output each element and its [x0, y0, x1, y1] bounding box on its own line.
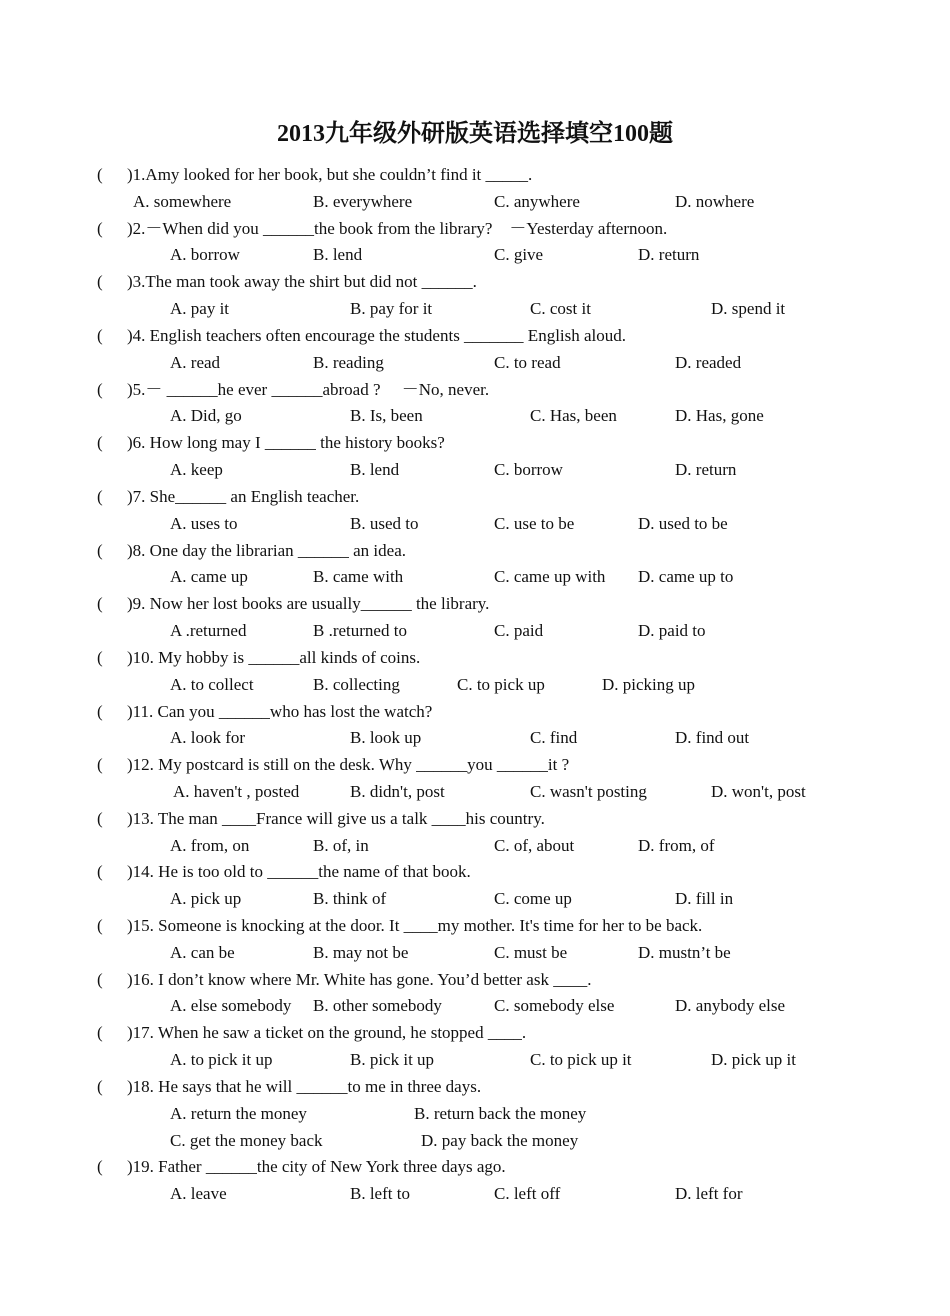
- answer-paren: (: [97, 594, 103, 613]
- option-d: D. pay back the money: [421, 1131, 579, 1150]
- option-a: A. somewhere: [133, 192, 232, 211]
- option-c: C. to read: [494, 353, 561, 372]
- option-a: A .returned: [170, 621, 247, 640]
- option-a: A. look for: [170, 728, 246, 747]
- option-c: C. use to be: [494, 514, 575, 533]
- option-d: D. readed: [675, 353, 742, 372]
- option-b: B .returned to: [313, 621, 407, 640]
- question-text: )10. My hobby is ______all kinds of coins.: [127, 648, 421, 667]
- option-d: D. paid to: [638, 621, 706, 640]
- question-stem: [0, 161, 950, 188]
- answer-paren: (: [97, 487, 103, 506]
- option-c: C. get the money back: [170, 1131, 323, 1150]
- option-row: [0, 671, 950, 698]
- answer-paren: (: [97, 165, 103, 184]
- option-b: B. collecting: [313, 675, 400, 694]
- option-d: D. from, of: [638, 836, 715, 855]
- option-row: [0, 456, 950, 483]
- question-stem: [0, 751, 950, 778]
- option-d: D. return: [638, 245, 700, 264]
- option-a: A. pick up: [170, 889, 242, 908]
- answer-paren: (: [97, 970, 103, 989]
- option-row: [0, 188, 950, 215]
- option-row: [0, 349, 950, 376]
- option-a: A. keep: [170, 460, 223, 479]
- option-row: [0, 939, 950, 966]
- option-b: B. came with: [313, 567, 404, 586]
- question-stem: [0, 537, 950, 564]
- page-title: 2013九年级外研版英语选择填空100题: [277, 121, 673, 147]
- option-d: D. won't, post: [711, 782, 806, 801]
- option-row: [0, 1180, 950, 1207]
- option-c: C. anywhere: [494, 192, 580, 211]
- option-a: A. Did, go: [170, 406, 242, 425]
- question-text: )6. How long may I ______ the history books?: [127, 433, 445, 452]
- answer-paren: (: [97, 702, 103, 721]
- option-c: C. come up: [494, 889, 572, 908]
- question-text: )14. He is too old to ______the name of that book.: [127, 862, 471, 881]
- option-b: B. pay for it: [350, 299, 433, 318]
- question-stem: [0, 268, 950, 295]
- answer-paren: (: [97, 1023, 103, 1042]
- option-b: B. other somebody: [313, 996, 442, 1015]
- option-c: C. must be: [494, 943, 568, 962]
- option-c: C. wasn't posting: [530, 782, 647, 801]
- question-stem: [0, 429, 950, 456]
- option-d: D. nowhere: [675, 192, 755, 211]
- option-b: B. may not be: [313, 943, 409, 962]
- option-a: A. haven't , posted: [173, 782, 300, 801]
- option-row: [0, 617, 950, 644]
- question-text: )17. When he saw a ticket on the ground, he stopped ____.: [127, 1023, 527, 1042]
- question-text: )19. Father ______the city of New York three days ago.: [127, 1157, 506, 1176]
- question-stem: [0, 322, 950, 349]
- option-b: B. Is, been: [350, 406, 423, 425]
- option-d: D. fill in: [675, 889, 734, 908]
- option-a: A. leave: [170, 1184, 227, 1203]
- question-stem: [0, 590, 950, 617]
- option-b: B. used to: [350, 514, 419, 533]
- option-b: B. of, in: [313, 836, 369, 855]
- option-d: D. anybody else: [675, 996, 786, 1015]
- question-text: )3.The man took away the shirt but did not ______.: [127, 272, 477, 291]
- answer-paren: (: [97, 755, 103, 774]
- option-a: A. return the money: [170, 1104, 307, 1123]
- answer-paren: (: [97, 219, 103, 238]
- question-text: )18. He says that he will ______to me in three days.: [127, 1077, 482, 1096]
- option-d: D. find out: [675, 728, 750, 747]
- question-text: )5.－ ______he ever ______abroad ? －No, never.: [127, 380, 490, 399]
- option-row: [0, 1046, 950, 1073]
- option-d: D. used to be: [638, 514, 728, 533]
- question-text: )11. Can you ______who has lost the watch?: [127, 702, 433, 721]
- option-b: B. lend: [313, 245, 363, 264]
- question-text: )1.Amy looked for her book, but she couldn’t find it _____.: [127, 165, 533, 184]
- option-a: A. read: [170, 353, 221, 372]
- option-b: B. lend: [350, 460, 400, 479]
- option-row: [0, 1127, 950, 1154]
- option-d: D. left for: [675, 1184, 743, 1203]
- question-stem: [0, 483, 950, 510]
- option-d: D. pick up it: [711, 1050, 796, 1069]
- answer-paren: (: [97, 541, 103, 560]
- option-c: C. somebody else: [494, 996, 615, 1015]
- question-text: )13. The man ____France will give us a talk ____his country.: [127, 809, 545, 828]
- question-text: )2.－When did you ______the book from the library? －Yesterday afternoon.: [127, 219, 668, 238]
- option-d: D. Has, gone: [675, 406, 764, 425]
- answer-paren: (: [97, 272, 103, 291]
- answer-paren: (: [97, 380, 103, 399]
- answer-paren: (: [97, 648, 103, 667]
- option-row: [0, 1100, 950, 1127]
- option-row: [0, 832, 950, 859]
- question-stem: [0, 215, 950, 242]
- option-a: A. uses to: [170, 514, 238, 533]
- option-c: C. paid: [494, 621, 544, 640]
- question-stem: [0, 1073, 950, 1100]
- answer-paren: (: [97, 862, 103, 881]
- question-stem: [0, 1019, 950, 1046]
- option-b: B. left to: [350, 1184, 410, 1203]
- question-stem: [0, 376, 950, 403]
- option-b: B. look up: [350, 728, 422, 747]
- option-row: [0, 402, 950, 429]
- option-b: B. return back the money: [414, 1104, 587, 1123]
- option-row: [0, 992, 950, 1019]
- answer-paren: (: [97, 433, 103, 452]
- option-b: B. pick it up: [350, 1050, 435, 1069]
- option-c: C. cost it: [530, 299, 591, 318]
- option-b: B. didn't, post: [350, 782, 445, 801]
- option-a: A. to collect: [170, 675, 254, 694]
- option-row: [0, 510, 950, 537]
- option-c: C. find: [530, 728, 578, 747]
- option-d: D. spend it: [711, 299, 786, 318]
- option-c: C. Has, been: [530, 406, 617, 425]
- answer-paren: (: [97, 916, 103, 935]
- question-text: )8. One day the librarian ______ an idea.: [127, 541, 406, 560]
- option-b: B. think of: [313, 889, 387, 908]
- option-d: D. mustn’t be: [638, 943, 731, 962]
- option-b: B. everywhere: [313, 192, 413, 211]
- question-text: )12. My postcard is still on the desk. Why ______you ______it ?: [127, 755, 570, 774]
- question-stem: [0, 1153, 950, 1180]
- question-stem: [0, 698, 950, 725]
- option-a: A. pay it: [170, 299, 230, 318]
- option-c: C. to pick up: [457, 675, 545, 694]
- option-d: D. return: [675, 460, 737, 479]
- option-a: A. else somebody: [170, 996, 292, 1015]
- option-a: A. to pick it up: [170, 1050, 273, 1069]
- option-c: C. left off: [494, 1184, 561, 1203]
- answer-paren: (: [97, 1077, 103, 1096]
- option-c: C. of, about: [494, 836, 575, 855]
- option-a: A. can be: [170, 943, 235, 962]
- option-row: [0, 885, 950, 912]
- option-row: [0, 563, 950, 590]
- option-d: D. came up to: [638, 567, 734, 586]
- question-stem: [0, 644, 950, 671]
- option-row: [0, 724, 950, 751]
- option-d: D. picking up: [602, 675, 696, 694]
- question-stem: [0, 858, 950, 885]
- question-text: )16. I don’t know where Mr. White has gone. You’d better ask ____.: [127, 970, 592, 989]
- option-row: [0, 778, 950, 805]
- option-b: B. reading: [313, 353, 384, 372]
- option-c: C. give: [494, 245, 544, 264]
- option-a: A. from, on: [170, 836, 250, 855]
- option-row: [0, 241, 950, 268]
- question-stem: [0, 805, 950, 832]
- answer-paren: (: [97, 809, 103, 828]
- option-c: C. to pick up it: [530, 1050, 632, 1069]
- option-c: C. borrow: [494, 460, 563, 479]
- question-text: )9. Now her lost books are usually______ the library.: [127, 594, 490, 613]
- option-c: C. came up with: [494, 567, 606, 586]
- question-stem: [0, 966, 950, 993]
- answer-paren: (: [97, 1157, 103, 1176]
- question-text: )4. English teachers often encourage the students _______ English aloud.: [127, 326, 627, 345]
- answer-paren: (: [97, 326, 103, 345]
- question-text: )15. Someone is knocking at the door. It ____my mother. It's time for her to be back.: [127, 916, 703, 935]
- option-a: A. borrow: [170, 245, 240, 264]
- question-stem: [0, 912, 950, 939]
- option-a: A. came up: [170, 567, 248, 586]
- question-text: )7. She______ an English teacher.: [127, 487, 360, 506]
- option-row: [0, 295, 950, 322]
